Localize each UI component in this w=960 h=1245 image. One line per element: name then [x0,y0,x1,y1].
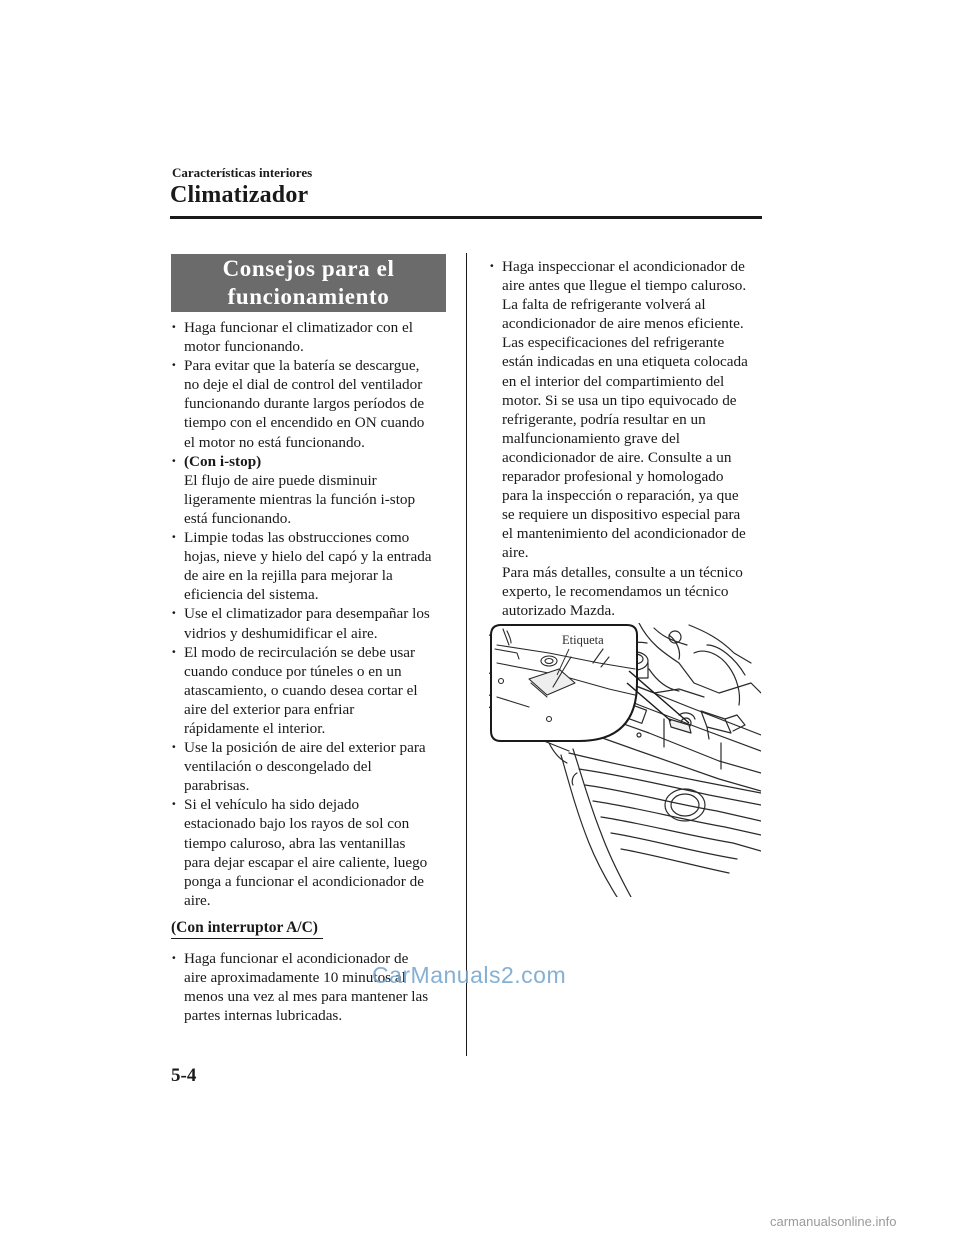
bullet-line: estacionado bajo los rayos de sol con [184,815,410,833]
bullet-line: aire aproximadamente 10 minutos al [184,969,406,987]
bullet-line: de aire en la rejilla para mejorar la [184,567,393,585]
bullet-line: en el interior del compartimiento del [502,372,725,390]
bullet-line: no deje el dial de control del ventilador [184,376,423,394]
bullet-line: para dejar escapar el aire caliente, luego [184,853,428,871]
bullet-line: · Haga inspeccionar el acondicionador de [502,258,745,275]
bullet-item [171,643,456,738]
ac-switch-subheading: (Con interruptor A/C) [171,919,318,936]
bullet-line: autorizado Mazda. [502,601,616,619]
bullet-line: malfuncionamiento grave del [502,429,680,447]
section-label: Características interiores [172,165,313,180]
bullet-line: · Si el vehículo ha sido dejado [184,796,360,814]
bullet-line: están indicadas en una etiqueta colocada [502,353,748,371]
bullet-line: · El modo de recirculación se debe usar [184,643,416,661]
header-rule [170,216,762,219]
bullet-line: vidrios y deshumidificar el aire. [184,624,378,642]
inset-leader-lines [489,623,761,897]
column-divider [466,253,467,1056]
banner-line-1: Consejos para el [222,256,395,281]
bullet-line: hojas, nieve y hielo del capó y la entrada [184,548,432,566]
bullet-item [489,257,774,620]
bullet-line: ventilación o descongelado del [184,758,372,776]
bullet-line: ligeramente mientras la función i-stop [184,490,416,508]
bullet-line: menos una vez al mes para mantener las [184,988,429,1006]
bullet-line: se requiere un dispositivo especial para [502,506,741,524]
bullet-line: · Use la posición de aire del exterior para [184,739,426,757]
bullet-line: La falta de refrigerante volverá al [502,296,706,314]
label-callout: Etiqueta [562,633,604,647]
bullet-line: · Haga funcionar el climatizador con el [184,319,413,336]
bullet-line: aire. [502,544,529,562]
bullet-line: está funcionando. [184,509,292,527]
bullet-line: refrigerante, podría resultar en un [502,410,706,428]
tips-banner [171,254,446,312]
bullet-line: Las especificaciones del refrigerante [502,334,725,352]
bullet-line: funcionando durante largos períodos de [184,395,425,413]
engine-bay-illustration [489,623,761,897]
bullet-line: · Para evitar que la batería se descargue, [184,357,420,375]
footer-watermark: carmanualsonline.info [770,1214,897,1229]
bullet-line: motor funcionando. [184,338,304,356]
bullet-line: atascamiento, o cuando desea cortar el [184,681,418,699]
bullet-line: · Limpie todas las obstrucciones como [184,529,410,547]
chapter-title: Climatizador [170,182,309,208]
bullet-line: cuando conduce por túneles o en un [184,662,402,680]
page-number: 5-4 [171,1065,197,1086]
bullet-line: ponga a funcionar el acondicionador de [184,872,424,890]
bullet-line: el mantenimiento del acondicionador de [502,525,746,543]
bullet-line: motor. Si se usa un tipo equivocado de [502,391,737,409]
bullet-item [171,452,456,528]
bullet-item [171,356,456,451]
bullet-line: aire. [184,891,211,909]
bullet-line: · Haga funcionar el acondicionador de [184,950,409,967]
bullet-item [171,604,456,642]
bullet-line: rápidamente el interior. [184,719,326,737]
bullet-item [171,795,456,910]
bullet-line: reparador profesional y homologado [502,468,724,486]
bullet-line: experto, le recomendamos un técnico [502,582,729,600]
bullet-line: tiempo caluroso, abra las ventanillas [184,834,406,852]
bullet-line: aire del exterior para enfriar [184,700,355,718]
bullet-line: eficiencia del sistema. [184,586,319,604]
right-column [489,257,774,620]
bullet-item [171,528,456,604]
watermark: CarManuals2.com [372,962,567,988]
bullet-line: acondicionador de aire menos eficiente. [502,315,744,333]
bullet-item [171,318,456,356]
banner-line-2: funcionamiento [227,284,390,309]
bullet-line: tiempo con el encendido en ON cuando [184,414,425,432]
bullet-line: partes internas lubricadas. [184,1007,343,1025]
bullet-line: Para más detalles, consulte a un técnico [502,563,743,581]
bullet-line: aire antes que llegue el tiempo caluroso. [502,277,747,295]
subheading-underline [171,938,323,939]
bullet-line: para la inspección o reparación, ya que [502,487,739,505]
bullet-line: · Use el climatizador para desempañar los [184,605,430,623]
left-column [171,318,456,910]
bullet-line: acondicionador de aire. Consulte a un [502,448,732,466]
bullet-line: el motor no está funcionando. [184,433,365,451]
bullet-line: parabrisas. [184,777,250,795]
bullet-line: · (Con i-stop) [184,452,262,470]
bullet-line: El flujo de aire puede disminuir [184,471,377,489]
bullet-item [171,738,456,795]
